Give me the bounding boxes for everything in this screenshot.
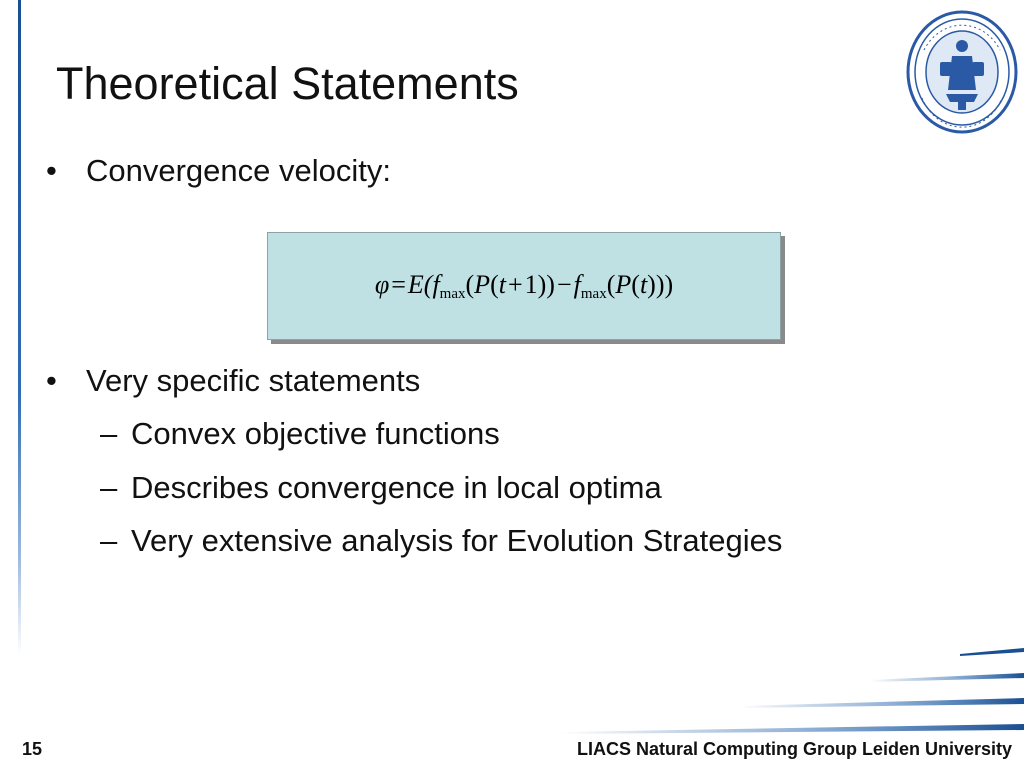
subitem-text: Describes convergence in local optima bbox=[131, 470, 662, 505]
bullet-marker: • bbox=[46, 363, 57, 398]
bullet-text: Very specific statements bbox=[86, 363, 421, 398]
bullet-text: Convergence velocity: bbox=[86, 153, 391, 188]
slide-title: Theoretical Statements bbox=[56, 58, 519, 109]
subitem-marker: – bbox=[100, 416, 118, 451]
decorative-footer-stripes bbox=[0, 640, 1024, 740]
bullet-marker: • bbox=[46, 153, 57, 188]
subitem-marker: – bbox=[100, 523, 118, 558]
formula-box bbox=[267, 232, 781, 340]
footer-organization: LIACS Natural Computing Group Leiden University bbox=[576, 739, 1012, 759]
convergence-velocity-formula: φ=E(fmax(P(t+1))−fmax(P(t))) bbox=[374, 270, 674, 302]
left-accent-rule bbox=[18, 0, 21, 655]
subitem-text: Convex objective functions bbox=[131, 416, 500, 451]
page-number: 15 bbox=[22, 739, 43, 759]
subitem-marker: – bbox=[100, 470, 118, 505]
university-seal-icon bbox=[906, 10, 1018, 134]
subitem-text: Very extensive analysis for Evolution Strategies bbox=[131, 523, 783, 558]
